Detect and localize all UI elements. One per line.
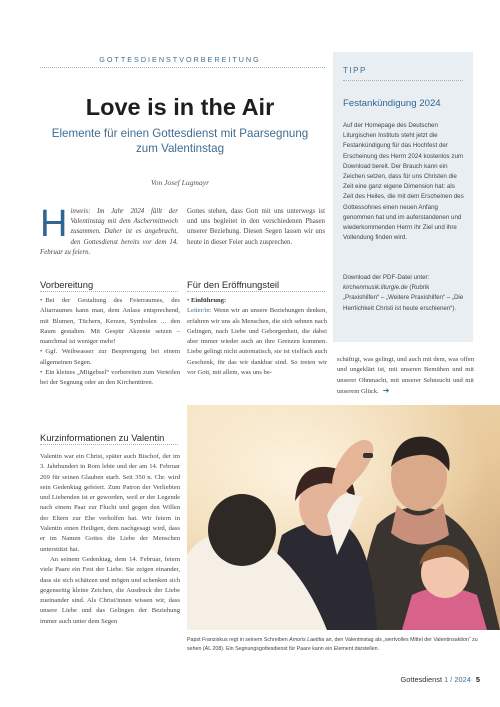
drop-cap: H bbox=[40, 203, 68, 245]
author-byline: Von Josef Lugmayr bbox=[150, 178, 210, 187]
vorbereitung-list bbox=[40, 296, 180, 389]
download-link[interactable]: kirchenmusik.liturgie.de bbox=[343, 284, 408, 292]
magazine-name: Gottesdienst bbox=[400, 675, 443, 684]
heading-rule bbox=[40, 444, 178, 445]
article-subtitle: Elemente für einen Gottesdienst mit Paarsegnung zum Valentinstag bbox=[51, 127, 309, 155]
blessing-photo bbox=[187, 405, 500, 630]
column2-top-text: Gottes stehen, dass Gott mit uns unterwegs ist und uns begleitet in den verschiedenen Phasen unserer Beziehung. Diesen Segen lassen wir uns heute in dieser Feier auch zusprechen. bbox=[187, 208, 325, 246]
page-number: 5 bbox=[475, 675, 480, 684]
tipp-download: Download der PDF-Datei unter: kirchenmusik.liturgie.de (Rubrik „Praxishilfen“ – „Weitere Praxishilfen“ – „Die Herrlichkeit Christi ist heute erschienen“). bbox=[343, 274, 464, 312]
list-item: • Ggf. Weihwasser zur Besprengung bei einem allgemeinen Segen. bbox=[40, 348, 180, 366]
tipp-divider bbox=[343, 80, 463, 81]
tipp-text: Auf der Homepage des Deutschen Liturgischen Instituts steht jetzt die Festankündigung für das Hochfest der Erscheinung des Herrn 2024 kostenlos zum Download bereit. Der Brauch kann ein Zeichen setzen, dass für uns Christen die Zeit eine ganz eigene Dimension hat: als Zeit des Heiles, die mit dem Erscheinen des Gottessohnes einen neuen Anfang genommen hat und im auferstandenen und wiederkommenden Herrn ihr Ziel und ihre Vollendung finden wird. bbox=[343, 122, 464, 242]
tipp-box bbox=[333, 52, 473, 342]
tipp-heading: Festankündigung 2024 bbox=[343, 98, 441, 109]
issue-number: 1 / 2024 bbox=[444, 675, 471, 684]
kicker-divider bbox=[40, 67, 325, 68]
intro-text: inweis: Im Jahr 2024 fällt der Valentinstag mit dem Aschermittwoch zusammen. Daher ist es angebracht, den Gottesdienst bereits vor dem 14. Februar zu feiern. bbox=[40, 208, 178, 256]
photo-caption: Papst Franziskus regt in seinem Schreiben Amoris Laetitia an, den Valentinstag als „wertvolles Mittel der Valentinsaktion“ zu sehen (AL 208). Ein Segnungsgottesdienst für Paare kann ein Element darstellen. bbox=[187, 637, 478, 652]
heading-eroeffnung: Für den Eröffnungsteil bbox=[187, 279, 280, 290]
kurzinfo-text: Valentin war ein Christ, später auch Bischof, der im 3. Jahrhundert in Rom lebte und der am 14. Februar 269 für seinen Glauben starb. Seit 350 n. Chr. wird sein Gedenktag gefeiert. Zum Patron der Verliebten und Liebenden ist er geworden, weil er der Legende nach einem Paar zur Flucht und gegen den Willen der Eltern zur Ehe verholfen hat. Wir feiern in Valentin einen Heiligen, dem nachgesagt wird, dass er im Namen Gottes die Liebe der Menschen unterstützt hat. An seinem Gedenktag, dem 14. Februar, feiern viele Paare ein Fest der Liebe. Sie zeigen einander, dass sie sich schätzen und mögen und schenken sich gegenseitig kleine Zeichen, die Ausdruck der Liebe zueinander sind. Als Christ/innen wissen wir, dass unsere Liebe und das Gelingen der Beziehung immer auch unter dem Segen bbox=[40, 453, 180, 625]
einfuehrung-label: Einführung: bbox=[190, 297, 227, 304]
heading-kurzinfo: Kurzinformationen zu Valentin bbox=[40, 432, 165, 443]
list-item: • Ein kleines „Mitgebsel“ vorbereiten zum Verteilen bei der Segnung oder an den Kirchentüren. bbox=[40, 369, 180, 387]
intro-paragraph bbox=[40, 203, 178, 258]
heading-vorbereitung: Vorbereitung bbox=[40, 279, 94, 290]
photo-illustration bbox=[187, 405, 500, 630]
continue-arrow-icon: ➔ bbox=[382, 385, 390, 395]
article-title: Love is in the Air bbox=[85, 94, 275, 120]
heading-rule bbox=[40, 291, 178, 292]
column3-continuation: schäftigt, was gelingt, und auch mit dem, was offen und ungeklärt ist, mit unseren Bemühen und mit unserer Ohnmacht, mit unserer Sehnsucht und mit unserem Glück. ➔ bbox=[337, 356, 474, 395]
list-item: • Bei der Gestaltung des Feierraumes, des Altarraumes kann man, dem Anlass entsprechend, mit Blumen, Tüchern, Kerzen, Symbolen … den Raum gestalten. Mit Gespür Akzente setzen – manchmal ist weniger mehr! bbox=[40, 297, 180, 346]
heading-rule bbox=[187, 291, 325, 292]
section-kicker: GOTTESDIENSTVORBEREITUNG bbox=[99, 55, 261, 64]
tipp-tag: TIPP bbox=[343, 66, 367, 75]
eroeffnung-text: • Einführung: Leiter/in: Wenn wir an unsere Beziehungen denken, erfahren wir uns als Menschen, die sich sehnen nach Gelingen, nach Liebe und Geborgenheit, die dabei aber immer wieder auch an ihre Grenzen kommen. Liebe gelingt nicht automatisch, sie ist vielfach auch Geschenk, für das wir dankbar sind. So treten wir vor Gott, mit allem, was uns be- bbox=[187, 297, 328, 377]
page-footer bbox=[370, 675, 480, 684]
leiter-label: Leiter/in: bbox=[187, 307, 212, 315]
